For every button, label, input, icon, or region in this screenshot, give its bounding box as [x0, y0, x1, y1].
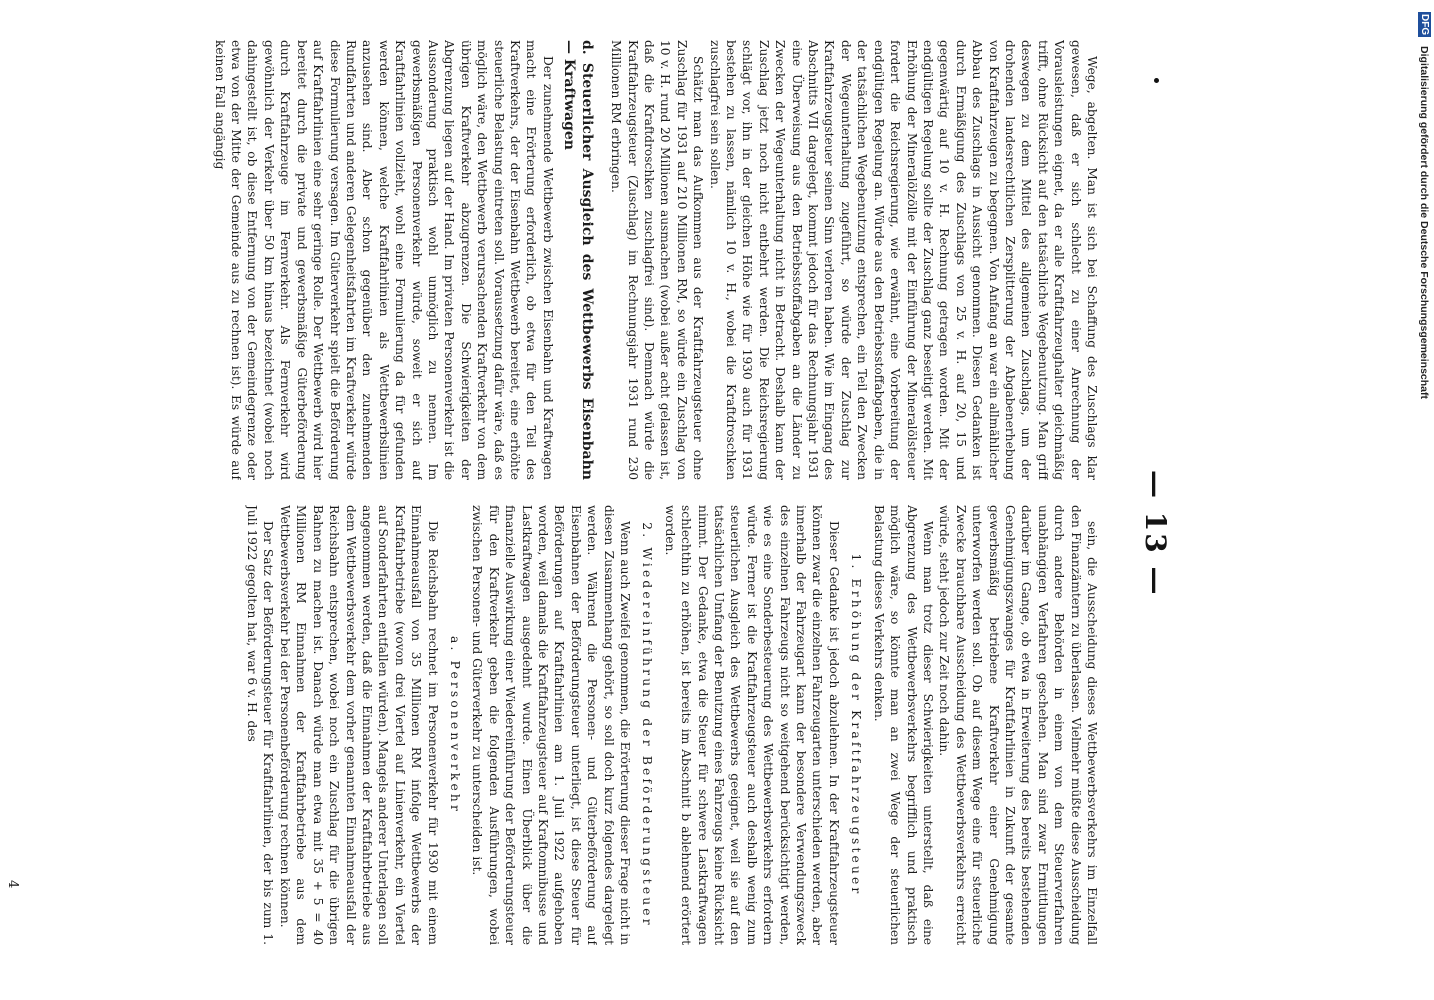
- section-heading: d. Steuerlicher Ausgleich des Wettbewerbs Eisenbahn — Kraftwagen: [560, 40, 595, 480]
- paragraph: Schätzt man das Aufkommen aus der Kraftfahrzeugsteuer ohne Zuschlag für 1931 auf 210 Millionen RM, so würde ein Zuschlag von 10 v. H. rund 20 Millionen ausmachen (wobei außer acht gelassen ist, daß die Kraftdroschken zuschlagfrei sind). Demnach würde die Kraftfahrzeugsteuer (Zuschlag) im Rechnungsjahr 1931 rund 230 Millionen RM erbringen.: [609, 40, 706, 480]
- paragraph: Wenn auch Zweifel genommen, die Erörterung dieser Frage nicht in diesen Zusammenhang gehört, so soll doch kurz folgendes dargelegt werden. Während die Personen- und Güterbeförderung auf Eisenbahnen der Beförderungsteuer unterliegt, ist diese Steuer für Beförderungen auf Kraftfahrlinien am 1. Juli 1922 aufgehoben worden, weil damals die Kraftfahrzeugsteuer auf Kraftomnibusse und Lastkraftwagen ausgedehnt wurde. Einen Überblick über die finanzielle Auswirkung einer Wiedereinführung der Beförderungsteuer für den Kraftverkehr geben die folgenden Ausführungen, wobei zwischen Personen- und Güterverkehr zu unterscheiden ist.: [470, 505, 633, 945]
- signature-mark: 4: [5, 880, 20, 889]
- subsection-heading: 1. Erhöhung der Kraftfahrzeugsteuer: [849, 553, 864, 897]
- watermark-text: [1418, 12, 1431, 399]
- dfg-logo-badge: DFG: [1419, 14, 1430, 36]
- paragraph: Der zunehmende Wettbewerb zwischen Eisenbahn und Kraftwagen macht eine Erörterung erforderlich, ob etwa für den Teil des Kraftverkehrs, der der Eisenbahn Wettbewerb bereitet, eine erhöhte steuerliche Belastung eintreten soll. Voraussetzung dafür wäre, daß es möglich wäre, den Wettbewerb verursachenden Kraftverkehr von dem übrigen Kraftverkehr abzugrenzen. Die Schwierigkeiten der Abgrenzung liegen auf der Hand. Im privaten Personenverkehr ist die Aussonderung praktisch wohl unmöglich zu nennen. Im gewerbsmäßigen Personenverkehr würde, soweit er sich auf Kraftfahrlinien vollzieht, wohl eine Formulierung da für gefunden werden können, welche Kraftfahrlinien als Wettbewerbslinien anzusehen sind. Aber schon gegenüber den zunehmenden Rundfahrten und anderen Gelegenheitsfahrten im Kraftverkehr würde diese Formulierung versagen. Im Güterverkehr spielt die Beförderung auf Kraftfahrlinien eine sehr geringe Rolle. Der Wettbewerb wird hier bereitet durch die private und gewerbsmäßige Güterbeförderung durch Kraftfahrzeuge im Fernverkehr. Als Fernverkehr wird gewöhnlich der Verkehr über 50 km hinaus bezeichnet (wobei noch dahingestellt ist, ob diese Entfernung von der Gemeindegrenze oder etwa von der Mitte der Gemeinde aus zu rechnen ist). Es würde auf keinen Fall angängig: [212, 40, 555, 480]
- paragraph: Die Reichsbahn rechnet im Personenverkehr für 1930 mit einem Einnahmeausfall von 35 Millionen RM infolge Wettbewerbs der Kraftfahrbetriebe (wovon drei Viertel auf Linienverkehr, ein Viertel auf Sonderfahrten entfallen würden). Mangels anderer Unterlagen soll angenommen werden, daß die Einnahmen der Kraftfahrbetriebe aus dem Wettbewerbsverkehr dem vorher genannten Einnahmeausfall der Reichsbahn entsprechen, wobei noch ein Zuschlag für die übrigen Bahnen zu machen ist. Danach würde man etwa mit 35 + 5 = 40 Millionen RM Einnahmen der Kraftfahrbetriebe aus dem Wettbewerbsverkehr bei der Personenbeförderung rechnen können.: [277, 505, 440, 945]
- text-column-right: [5, 505, 1100, 945]
- page-header: [1090, 0, 1290, 1000]
- ink-speck: [1154, 78, 1159, 83]
- text-column-left: [5, 40, 1100, 480]
- paragraph: Wenn man trotz dieser Schwierigkeiten unterstellt, daß eine Abgrenzung des Wettbewerbsverkehrs begrifflich und praktisch möglich wäre, so könnte man an zwei Wege der steuerlichen Belastung dieses Verkehrs denken.: [871, 505, 935, 945]
- subsection-heading: a. Personenverkehr: [447, 635, 462, 814]
- subsection-heading: 2. Wiedereinführung der Beförderungsteuer: [640, 522, 655, 928]
- paragraph: Dieser Gedanke ist jedoch abzulehnen. In der Kraftfahrzeugsteuer können zwar die einzelnen Fahrzeugarten unterschieden werden, aber innerhalb der Fahrzeugart kann der besondere Verwendungszweck des einzelnen Fahrzeugs nicht so weitgehend berücksichtigt werden, wie es eine Sonderbesteuerung des Wettbewerbsverkehrs erfordern würde. Ferner ist die Kraftfahrzeugsteuer auch deshalb wenig zum steuerlichen Ausgleich des Wettbewerbs geeignet, weil sie auf den tatsächlichen Umfang der Benutzung eines Fahrzeugs keine Rücksicht nimmt. Der Gedanke, etwa die Steuer für schwere Lastkraftwagen schlechthin zu erhöhen, ist bereits im Abschnitt b ablehnend erörtert worden.: [662, 505, 841, 945]
- paragraph: Wege, abgelten. Man ist sich bei Schaffung des Zuschlags klar gewesen, daß er sich schlecht zu einer Anrechnung der Vorausleistungen eignet, da er alle Kraftfahrzeughalter gleichmäßig trifft, ohne Rücksicht auf den tatsächliche Wegebenutzung. Man griff deswegen zu dem Mittel des allgemeinen Zuschlags, um der drohenden landesrechtlichen Zersplitterung der Abgabenerhebung von Kraftfahrzeugen zu begegnen. Von Anfang an war ein allmählicher Abbau des Zuschlags in Aussicht genommen. Diesen Gedanken ist durch Ermäßigung des Zuschlags von 25 v. H. auf 20, 15 und gegenwärtig auf 10 v. H. Rechnung getragen worden. Mit der endgültigen Regelung sollte der Zuschlag ganz beseitigt werden. Mit Erhöhung der Mineralölzölle mit der Einführung der Mineralölsteuer fordert die Reichsregierung, wie erwähnt, eine Vorbereitung der endgültigen Regelung an. Würde aus den Betriebsstoffabgaben, die in der tatsächlichen Wegebenutzung entsprechen, ein Teil den Zwecken der Wegeunterhaltung zugeführt, so würde der Zuschlag zur Kraftfahrzeugsteuer seinen Sinn verloren haben. Wie im Eingang des Abschnitts VII dargelegt, kommt jedoch für das Rechnungsjahr 1931 eine Überweisung aus den Betriebsstoffabgaben an die Länder zu Zwecken der Wegeunterhaltung nicht in Betracht. Deshalb kann der Zuschlag jetzt noch nicht entbehrt werden. Die Reichsregierung schlägt vor, ihn in der gleichen Höhe wie für 1930 auch für 1931 bestehen zu lassen, nämlich 10 v. H., wobei die Kraftdroschken zuschlagfrei sein sollen.: [707, 40, 1099, 480]
- digitization-watermark: [1412, 0, 1434, 1000]
- paragraph: sein, die Ausscheidung dieses Wettbewerbsverkehrs im Einzelfall den Finanzämtern zu überlassen. Vielmehr müßte diese Ausscheidung durch andere Behörden in einem von dem Steuerverfahren unabhängigen Verfahren geschehen. Man sind zwar Ermittlungen darüber im Gange, ob etwa in Erweiterung des bereits bestehenden Genehmigungszwanges für Kraftfahrlinien in Zukunft der gesamte gewerbsmäßig betriebene Kraftverkehr einer Genehmigung unterworfen werden soll. Ob auf diesem Wege eine für steuerliche Zwecke brauchbare Ausscheidung des Wettbewerbsverkehrs erreicht würde, steht jedoch zur Zeit noch dahin.: [937, 505, 1099, 945]
- page-number: — 13 —: [1139, 470, 1172, 597]
- paragraph: Der Satz der Beförderungsteuer für Kraftfahrlinien, der bis zum 1. Juli 1922 gegolten hat, war 6 v. H. des: [245, 505, 276, 945]
- watermark-label: Digitalisierung gefördert durch die Deutsche Forschungsgemeinschaft: [1418, 46, 1430, 400]
